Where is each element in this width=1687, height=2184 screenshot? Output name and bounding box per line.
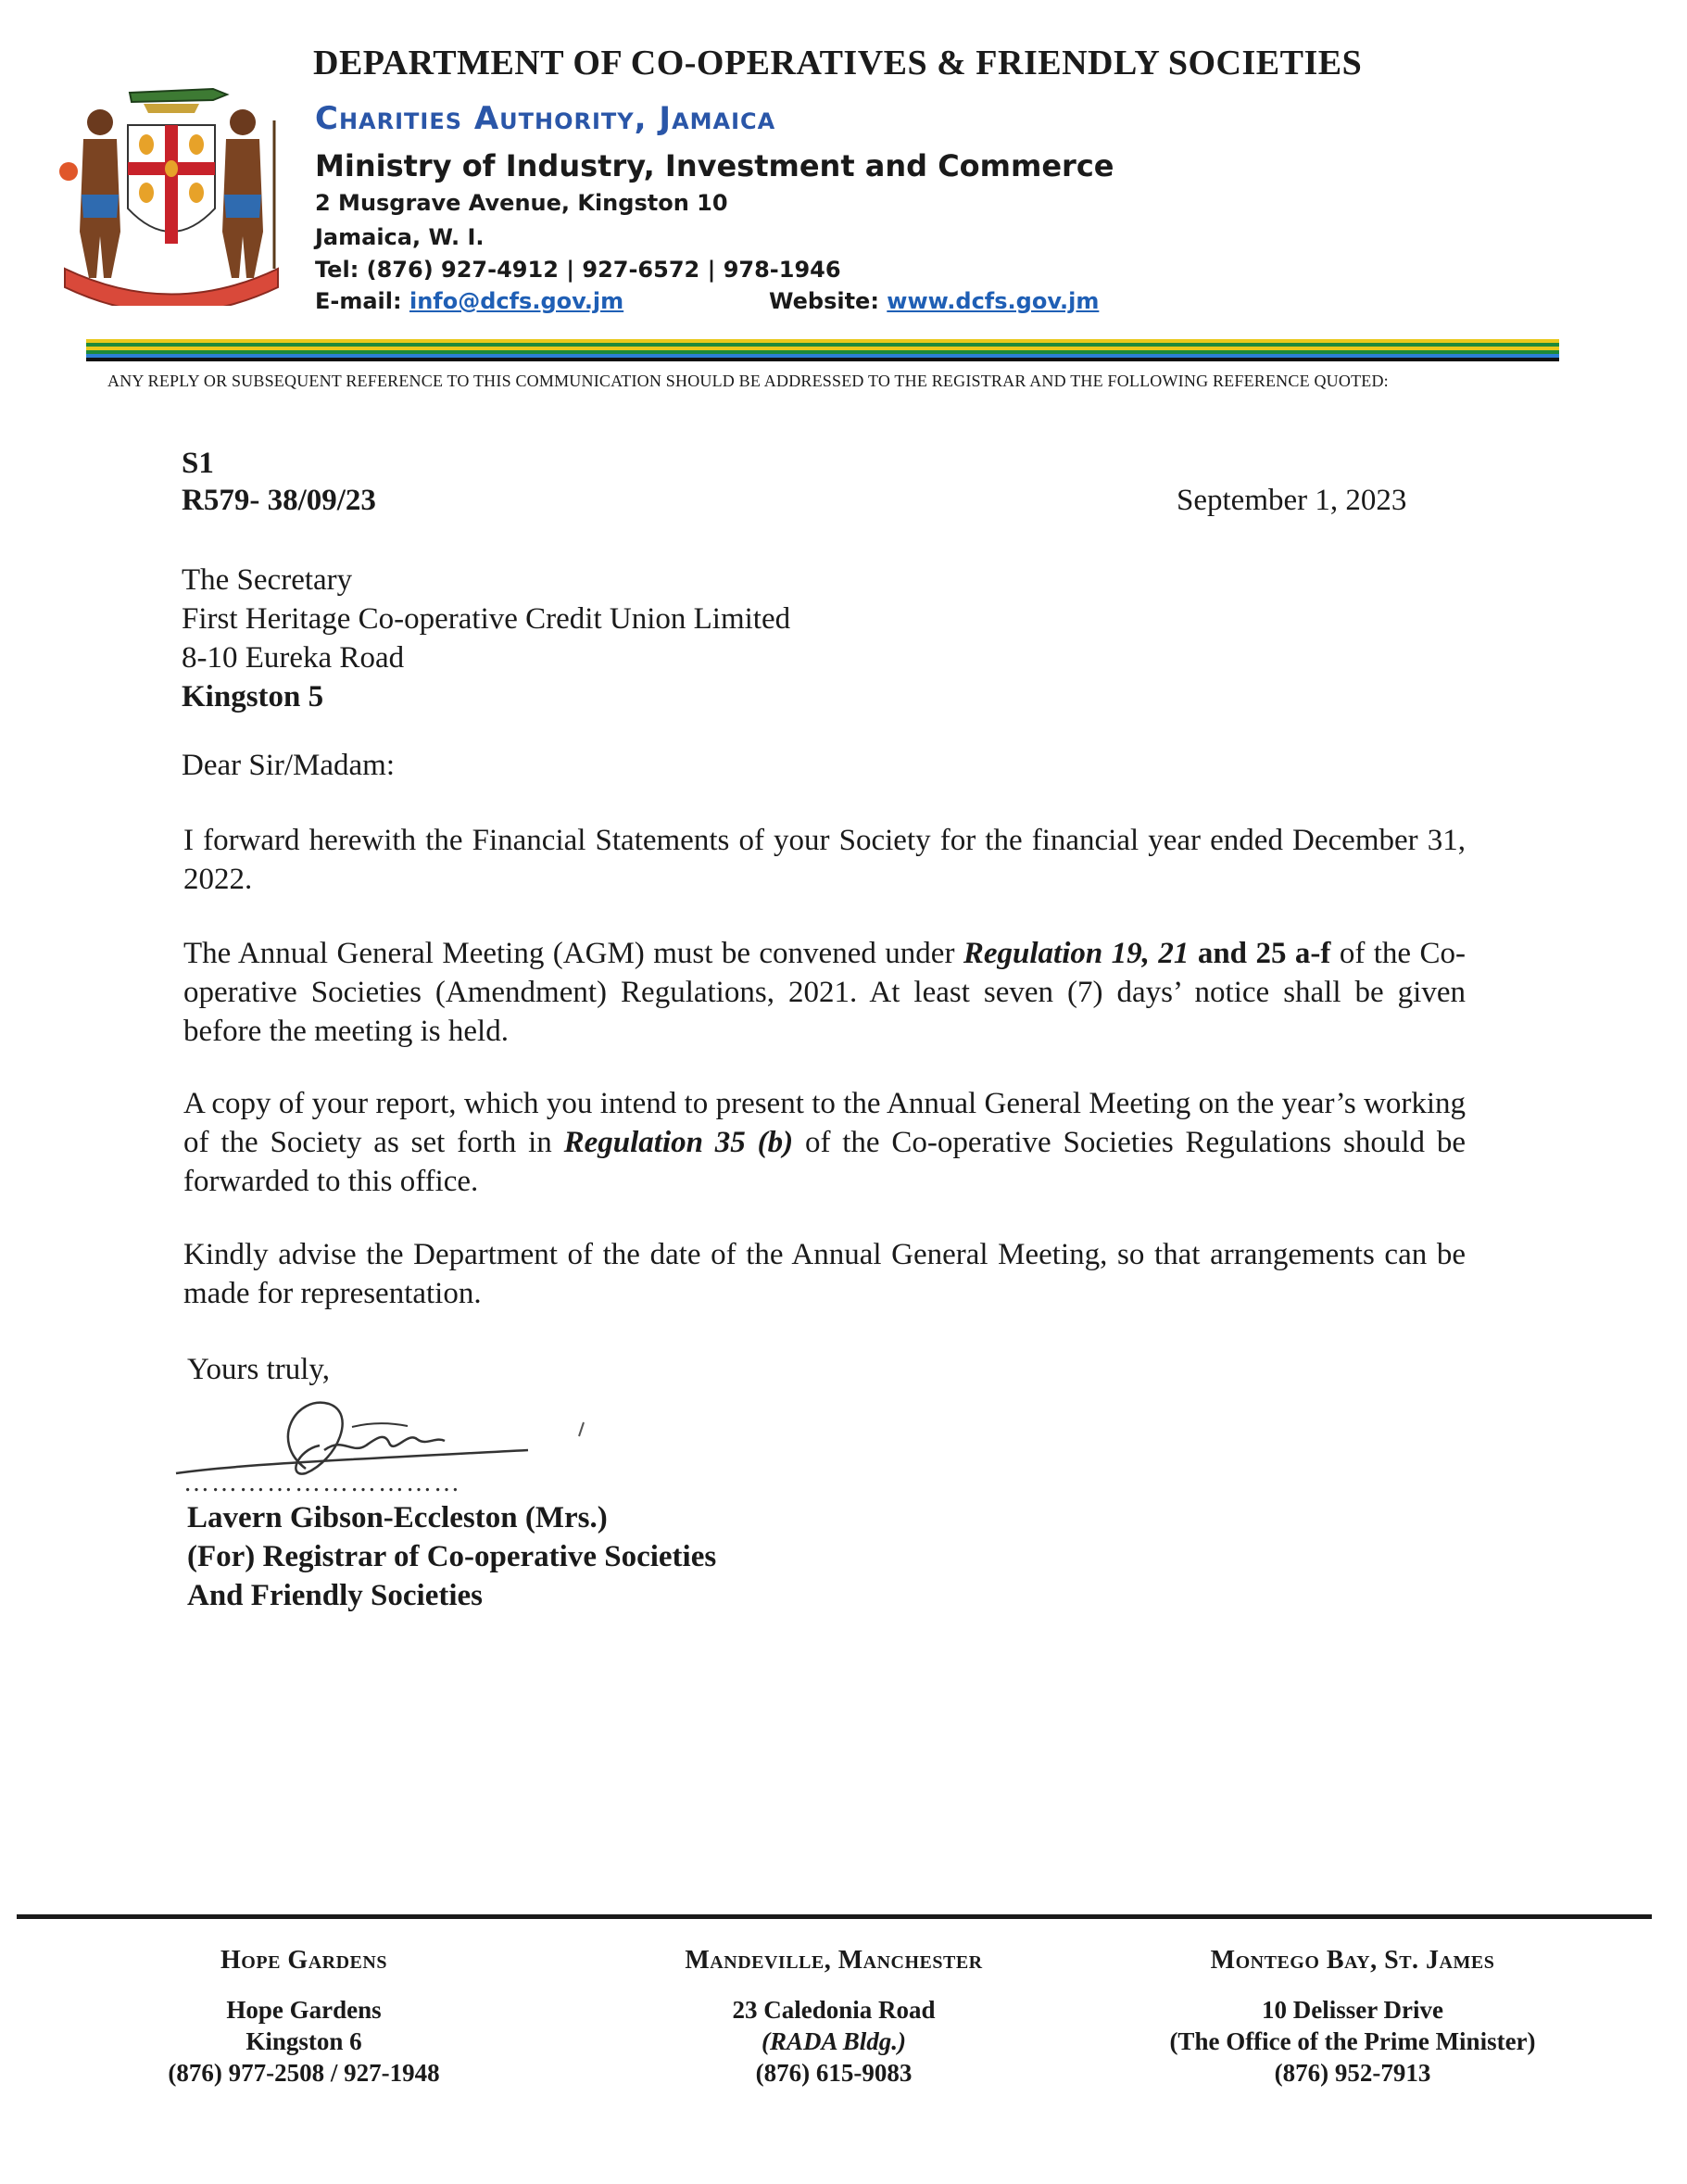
office-line: 10 Delisser Drive bbox=[1262, 1996, 1443, 2024]
office-line: Kingston 6 bbox=[245, 2027, 362, 2055]
office-phone: (876) 952-7913 bbox=[1274, 2059, 1431, 2087]
office-hope-gardens bbox=[63, 1946, 545, 2089]
ministry-name: Ministry of Industry, Investment and Commerce bbox=[315, 148, 1114, 183]
office-phone: (876) 615-9083 bbox=[755, 2059, 913, 2087]
reference-number: R579- 38/09/23 bbox=[182, 484, 376, 517]
jamaica-coat-of-arms-icon bbox=[56, 56, 287, 306]
addressee-line: First Heritage Co-operative Credit Union Limited bbox=[182, 602, 791, 636]
signatory-title: (For) Registrar of Co-operative Societies bbox=[187, 1540, 717, 1573]
regulation-reference: and 25 a-f bbox=[1189, 937, 1331, 970]
salutation: Dear Sir/Madam: bbox=[182, 749, 396, 782]
paragraph-text: of the Co-operative Societies Regulations should be forwarded to this office. bbox=[183, 1126, 1466, 1198]
closing: Yours truly, bbox=[187, 1353, 331, 1386]
addressee-block bbox=[182, 561, 1015, 716]
footer-divider bbox=[17, 1914, 1652, 1919]
website-line bbox=[769, 288, 1099, 314]
addressee-line: Kingston 5 bbox=[182, 680, 324, 713]
reference-notice: ANY REPLY OR SUBSEQUENT REFERENCE TO THIS COMMUNICATION SHOULD BE ADDRESSED TO THE REGISTRAR AND THE FOLLOWING REFERENCE QUOTED: bbox=[107, 372, 1389, 390]
paragraph-report bbox=[183, 1084, 1466, 1201]
office-title: Mandeville, Manchester bbox=[685, 1946, 983, 1975]
website-label: Website: bbox=[769, 288, 879, 314]
paragraph-text: The Annual General Meeting (AGM) must be convened under bbox=[183, 937, 963, 970]
authority-name: Charities Authority, Jamaica bbox=[315, 100, 776, 137]
office-montego-bay bbox=[1112, 1946, 1593, 2089]
email-link[interactable]: info@dcfs.gov.jm bbox=[409, 288, 624, 314]
office-line: (The Office of the Prime Minister) bbox=[1169, 2027, 1536, 2055]
office-line: Hope Gardens bbox=[226, 1996, 382, 2024]
department-name: DEPARTMENT OF CO-OPERATIVES & FRIENDLY SOCIETIES bbox=[313, 44, 1363, 82]
paragraph-text: A copy of your report, which you intend to present to the Annual General Meeting on the year’s working of the Society as set forth in bbox=[183, 1087, 1466, 1159]
email-line bbox=[315, 288, 623, 314]
paragraph-financial-statements: I forward herewith the Financial Statements of your Society for the financial year ended December 31, 2022. bbox=[183, 824, 1466, 896]
paragraph-advise: Kindly advise the Department of the date of the Annual General Meeting, so that arrangements can be made for representation. bbox=[183, 1238, 1466, 1310]
letter-date: September 1, 2023 bbox=[1177, 484, 1407, 517]
office-mandeville bbox=[593, 1946, 1075, 2089]
regulation-reference: Regulation 19, 21 bbox=[963, 937, 1190, 970]
address-line-1: 2 Musgrave Avenue, Kingston 10 bbox=[315, 190, 728, 216]
letterhead-color-band bbox=[86, 339, 1559, 361]
addressee-line: 8-10 Eureka Road bbox=[182, 641, 405, 675]
paragraph-agm bbox=[183, 934, 1466, 1051]
office-title: Hope Gardens bbox=[220, 1946, 387, 1975]
regulation-reference: Regulation 35 (b) bbox=[563, 1126, 794, 1159]
office-phone: (876) 977-2508 / 927-1948 bbox=[168, 2059, 440, 2087]
signature-line: ………………………… bbox=[183, 1469, 461, 1497]
address-line-2: Jamaica, W. I. bbox=[315, 224, 485, 250]
signatory-title: And Friendly Societies bbox=[187, 1579, 483, 1612]
office-line: (RADA Bldg.) bbox=[761, 2027, 907, 2055]
office-line: 23 Caledonia Road bbox=[732, 1996, 936, 2024]
paragraph-text: of the Co-operative Societies (Amendment) Regulations, 2021. At least seven (7) days’ notice shall be given before the meeting is held. bbox=[183, 937, 1466, 1048]
telephone-numbers: Tel: (876) 927-4912 | 927-6572 | 978-1946 bbox=[315, 257, 841, 283]
office-title: Montego Bay, St. James bbox=[1210, 1946, 1495, 1975]
signatory-name: Lavern Gibson-Eccleston (Mrs.) bbox=[187, 1501, 608, 1534]
email-label: E-mail: bbox=[315, 288, 402, 314]
reference-code: S1 bbox=[182, 447, 214, 480]
website-link[interactable]: www.dcfs.gov.jm bbox=[887, 288, 1100, 314]
addressee-line: The Secretary bbox=[182, 563, 353, 597]
